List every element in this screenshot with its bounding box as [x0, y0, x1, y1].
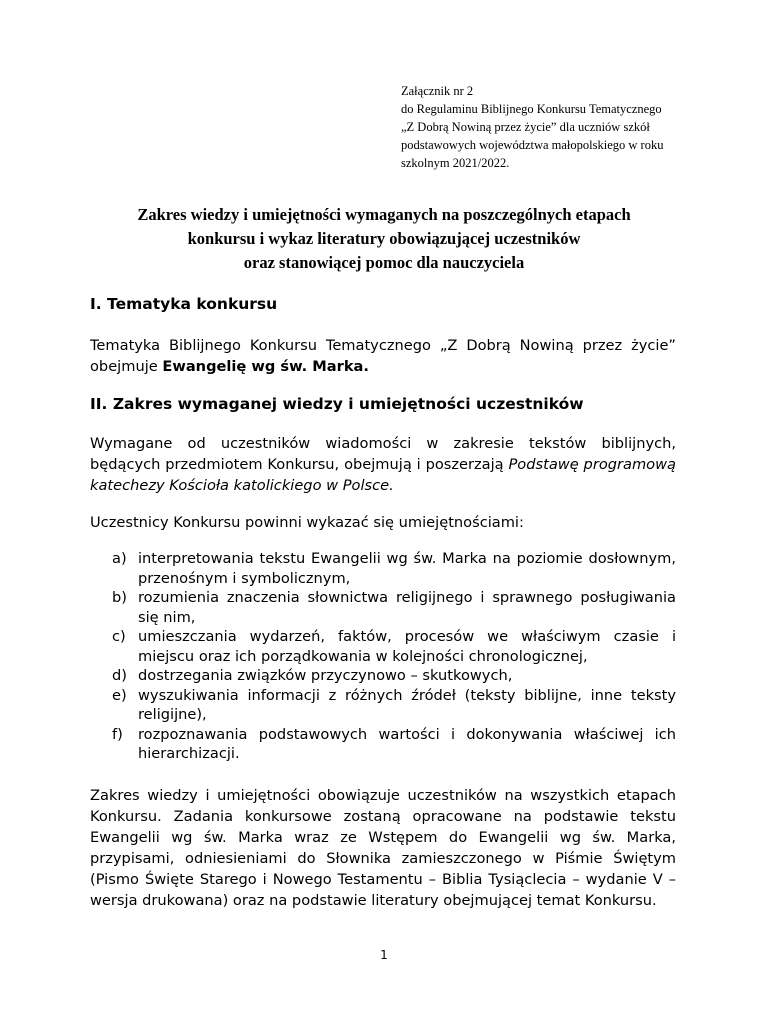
section-1-paragraph: [90, 335, 676, 377]
list-item: [90, 725, 676, 764]
annex-line-4: podstawowych województwa małopolskiego w roku: [401, 138, 664, 152]
list-item-text: wyszukiwania informacji z różnych źródeł (teksty biblijne, inne teksty religijne),: [138, 686, 676, 723]
document-title: [90, 203, 678, 275]
list-item-text: dostrzegania związków przyczynowo – skutkowych,: [138, 667, 513, 684]
list-marker: a): [112, 550, 127, 567]
list-item-text: interpretowania tekstu Ewangelii wg św. Marka na poziomie dosłownym, przenośnym i symbolicznym,: [138, 550, 676, 587]
list-marker: d): [112, 667, 127, 684]
annex-line-2: do Regulaminu Biblijnego Konkursu Tematycznego: [401, 102, 662, 116]
list-marker: e): [112, 686, 127, 704]
list-item-text: umieszczania wydarzeń, faktów, procesów we właściwym czasie i miejscu oraz ich porządkowania w kolejności chronologicznej,: [138, 628, 676, 665]
annex-line-1: Załącznik nr 2: [401, 84, 474, 98]
list-item-text: rozpoznawania podstawowych wartości i dokonywania właściwej ich hierarchizacji.: [138, 725, 676, 762]
annex-line-5: szkolnym 2021/2022.: [401, 156, 510, 170]
section-1-text: Tematyka Biblijnego Konkursu Tematycznego „Z Dobrą Nowiną przez życie” obejmuje: [90, 337, 676, 375]
section-2-para1-text: Wymagane od uczestników wiadomości w zakresie tekstów biblijnych, będących przedmiotem Konkursu, obejmują i poszerzają: [90, 435, 676, 473]
title-line-3: oraz stanowiącej pomoc dla nauczyciela: [243, 253, 525, 272]
section-2-heading: II. Zakres wymaganej wiedzy i umiejętności uczestników: [90, 395, 584, 413]
list-item: [90, 588, 676, 627]
section-2-para1-italic: Podstawę programową katechezy Kościoła katolickiego w Polsce.: [90, 456, 676, 494]
section-2-paragraph-3: Zakres wiedzy i umiejętności obowiązuje uczestników na wszystkich etapach Konkursu. Zadania konkursowe zostaną opracowane na podstawie tekstu Ewangelii wg św. Marka wraz ze Wstępem do Ewangelii wg św. Marka, przypisami, odniesieniami do Słownika zamieszczonego w Piśmie Świętym (Pismo Święte Starego i Nowego Testamentu – Biblia Tysiąclecia – wydanie V – wersja drukowana) oraz na podstawie literatury obejmującej temat Konkursu.: [90, 787, 676, 909]
annex-line-3: „Z Dobrą Nowiną przez życie” dla uczniów szkół: [401, 120, 650, 134]
section-2-paragraph-2: Uczestnicy Konkursu powinni wykazać się umiejętnościami:: [90, 514, 524, 531]
list-item: [90, 686, 676, 725]
list-marker: b): [112, 589, 127, 606]
list-marker: c): [112, 628, 126, 645]
skills-list: [90, 549, 676, 764]
list-item: [90, 666, 676, 686]
list-marker: f): [112, 725, 123, 743]
page-number: 1: [380, 948, 388, 962]
section-1-bold-text: Ewangelię wg św. Marka.: [162, 358, 369, 375]
list-item: [90, 627, 676, 666]
list-item: [90, 549, 676, 588]
section-1-heading: I. Tematyka konkursu: [90, 295, 278, 313]
annex-note: [401, 82, 691, 172]
title-line-1: Zakres wiedzy i umiejętności wymaganych na poszczególnych etapach: [137, 205, 631, 224]
section-2-paragraph-1: [90, 433, 676, 496]
title-line-2: konkursu i wykaz literatury obowiązującej uczestników: [187, 229, 581, 248]
list-item-text: rozumienia znaczenia słownictwa religijnego i sprawnego posługiwania się nim,: [138, 589, 676, 626]
